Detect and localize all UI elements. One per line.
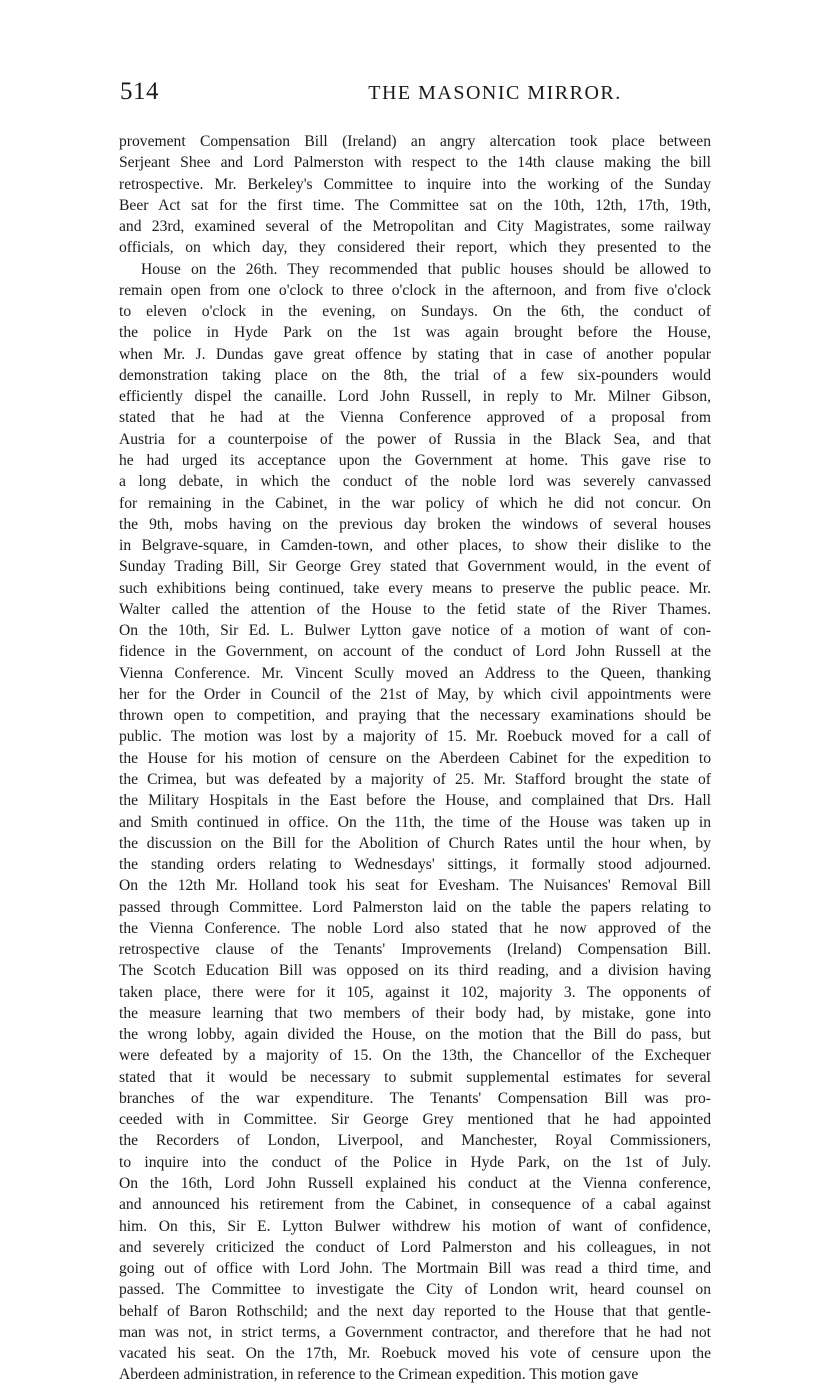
- text-line: to eleven o'clock in the evening, on Sundays. On the 6th, the conduct of: [119, 303, 711, 321]
- text-line: passed through Committee. Lord Palmerston laid on the table the papers relating to: [119, 898, 711, 916]
- text-line: retrospective clause of the Tenants' Improvements (Ireland) Compensation Bill.: [119, 941, 711, 959]
- text-line: the Crimea, but was defeated by a majority of 25. Mr. Stafford brought the state of: [119, 770, 711, 788]
- text-line: the discussion on the Bill for the Abolition of Church Rates until the hour when, by: [119, 834, 711, 852]
- text-line: provement Compensation Bill (Ireland) an angry altercation took place between: [119, 133, 711, 150]
- text-line: and severely criticized the conduct of Lord Palmerston and his colleagues, in not: [119, 1238, 711, 1256]
- text-line: Walter called the attention of the House to the fetid state of the River Thames.: [119, 600, 711, 618]
- body-text: [119, 131, 711, 1386]
- text-line: vacated his seat. On the 17th, Mr. Roebuck moved his vote of censure upon the: [119, 1345, 711, 1363]
- text-line: efficiently dispel the canaille. Lord John Russell, in reply to Mr. Milner Gibson,: [119, 388, 711, 406]
- text-line: branches of the war expenditure. The Tenants' Compensation Bill was pro-: [119, 1089, 711, 1107]
- text-line: taken place, there were for it 105, against it 102, majority 3. The opponents of: [119, 983, 711, 1001]
- text-line: in Belgrave-square, in Camden-town, and other places, to show their dislike to the: [119, 537, 711, 555]
- text-line: and Smith continued in office. On the 11th, the time of the House was taken up in: [119, 813, 711, 831]
- text-line: the Military Hospitals in the East before the House, and complained that Drs. Hall: [119, 792, 711, 810]
- text-line: fidence in the Government, on account of the conduct of Lord John Russell at the: [119, 643, 711, 661]
- text-line: demonstration taking place on the 8th, the trial of a few six-pounders would: [119, 366, 711, 384]
- text-line: remain open from one o'clock to three o'clock in the afternoon, and from five o'clock: [119, 281, 711, 299]
- text-line: when Mr. J. Dundas gave great offence by stating that in case of another popular: [119, 345, 711, 363]
- page-header: [120, 78, 710, 112]
- text-line: for remaining in the Cabinet, in the war policy of which he did not concur. On: [119, 494, 711, 512]
- text-line: passed. The Committee to investigate the City of London writ, heard counsel on: [119, 1281, 711, 1299]
- text-line: Beer Act sat for the first time. The Committee sat on the 10th, 12th, 17th, 19th,: [119, 196, 711, 214]
- running-title: THE MASONIC MIRROR.: [368, 82, 622, 104]
- text-line: Aberdeen administration, in reference to the Crimean expedition. This motion gave: [119, 1366, 639, 1384]
- text-line: Austria for a counterpoise of the power of Russia in the Black Sea, and that: [119, 430, 711, 448]
- text-line: On the 10th, Sir Ed. L. Bulwer Lytton gave notice of a motion of want of con-: [119, 622, 711, 640]
- text-line: thrown open to competition, and praying that the necessary examinations should be: [119, 707, 711, 725]
- text-line: Vienna Conference. Mr. Vincent Scully moved an Address to the Queen, thanking: [119, 664, 711, 682]
- text-line: going out of office with Lord John. The Mortmain Bill was read a third time, and: [119, 1260, 711, 1278]
- text-line: stated that it would be necessary to submit supplemental estimates for several: [119, 1068, 711, 1086]
- text-line: and 23rd, examined several of the Metropolitan and City Magistrates, some railway: [119, 218, 711, 236]
- text-line: Sunday Trading Bill, Sir George Grey stated that Government would, in the event of: [119, 558, 711, 576]
- text-line: The Scotch Education Bill was opposed on its third reading, and a division having: [119, 962, 711, 980]
- text-line: to inquire into the conduct of the Police in Hyde Park, on the 1st of July.: [119, 1153, 711, 1171]
- text-line: the Recorders of London, Liverpool, and Manchester, Royal Commissioners,: [119, 1132, 711, 1150]
- text-line: House on the 26th. They recommended that public houses should be allowed to: [141, 260, 711, 278]
- text-line: the measure learning that two members of their body had, by mistake, gone into: [119, 1004, 711, 1022]
- text-line: officials, on which day, they considered their report, which they presented to the: [119, 239, 711, 257]
- text-line: a long debate, in which the conduct of the noble lord was severely canvassed: [119, 473, 711, 491]
- text-line: ceeded with in Committee. Sir George Grey mentioned that he had appointed: [119, 1111, 711, 1129]
- text-line: On the 16th, Lord John Russell explained his conduct at the Vienna conference,: [119, 1175, 711, 1193]
- text-line: retrospective. Mr. Berkeley's Committee to inquire into the working of the Sunday: [119, 175, 711, 193]
- text-line: On the 12th Mr. Holland took his seat for Evesham. The Nuisances' Removal Bill: [119, 877, 711, 895]
- text-line: behalf of Baron Rothschild; and the next day reported to the House that that gentle-: [119, 1302, 711, 1320]
- text-line: he had urged its acceptance upon the Government at home. This gave rise to: [119, 451, 711, 469]
- text-line: such exhibitions being continued, take every means to preserve the public peace. Mr.: [119, 579, 711, 597]
- text-line: stated that he had at the Vienna Conference approved of a proposal from: [119, 409, 711, 427]
- text-line: the police in Hyde Park on the 1st was again brought before the House,: [119, 324, 711, 342]
- text-line: were defeated by a majority of 15. On the 13th, the Chancellor of the Exchequer: [119, 1047, 711, 1065]
- page-number: 514: [120, 78, 159, 105]
- text-line: public. The motion was lost by a majority of 15. Mr. Roebuck moved for a call of: [119, 728, 711, 746]
- text-line: and announced his retirement from the Cabinet, in consequence of a cabal against: [119, 1196, 711, 1214]
- text-line: the standing orders relating to Wednesdays' sittings, it formally stood adjourned.: [119, 856, 711, 874]
- text-line: the wrong lobby, again divided the House, on the motion that the Bill do pass, but: [119, 1026, 711, 1044]
- text-line: the 9th, mobs having on the previous day broken the windows of several houses: [119, 515, 711, 533]
- text-line: man was not, in strict terms, a Government contractor, and therefore that he had not: [119, 1323, 711, 1341]
- text-line: the House for his motion of censure on the Aberdeen Cabinet for the expedition to: [119, 749, 711, 767]
- text-line: her for the Order in Council of the 21st of May, by which civil appointments were: [119, 685, 711, 703]
- text-line: the Vienna Conference. The noble Lord also stated that he now approved of the: [119, 919, 711, 937]
- text-line: him. On this, Sir E. Lytton Bulwer withdrew his motion of want of confidence,: [119, 1217, 711, 1235]
- text-line: Serjeant Shee and Lord Palmerston with respect to the 14th clause making the bill: [119, 154, 711, 172]
